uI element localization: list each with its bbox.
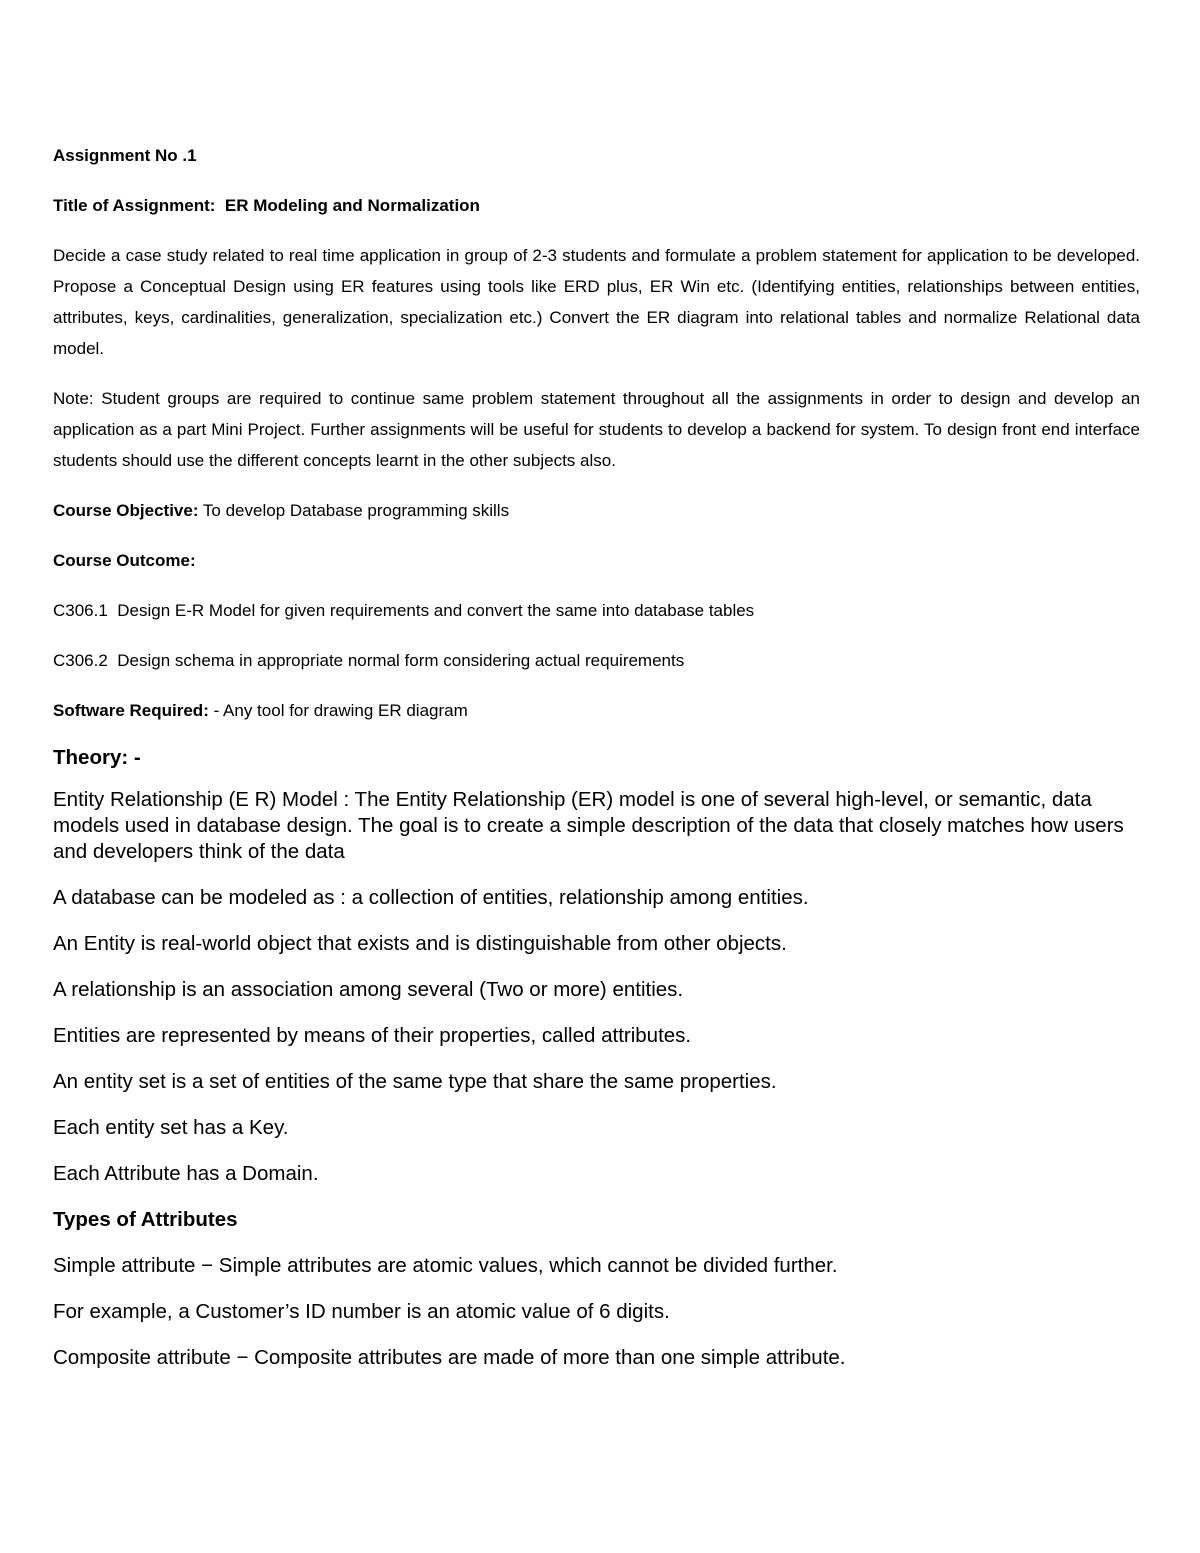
attribute-type-paragraph: Composite attribute − Composite attributes are made of more than one simple attribute.	[53, 1346, 846, 1369]
theory-paragraph: A database can be modeled as : a collection of entities, relationship among entities.	[53, 886, 809, 909]
attribute-type-paragraph: For example, a Customer’s ID number is an atomic value of 6 digits.	[53, 1300, 670, 1323]
course-outcome-item	[53, 595, 1140, 626]
theory-paragraph: An Entity is real-world object that exists and is distinguishable from other objects.	[53, 932, 787, 955]
course-objective-value: To develop Database programming skills	[202, 501, 510, 520]
course-objective	[53, 495, 1140, 526]
course-outcome-label: Course Outcome:	[53, 551, 196, 570]
outcome-code: C306.1	[53, 601, 108, 620]
outcome-text: Design E-R Model for given requirements and convert the same into database tables	[117, 601, 755, 620]
theory-paragraph: A relationship is an association among several (Two or more) entities.	[53, 978, 684, 1001]
assignment-title-label: Title of Assignment:	[53, 196, 216, 215]
assignment-number: Assignment No .1	[53, 146, 197, 165]
software-required-label: Software Required:	[53, 701, 209, 720]
theory-paragraph: Entity Relationship (E R) Model : The Entity Relationship (ER) model is one of several high-level, or semantic, data models used in database design. The goal is to create a simple description of the data that closely matches how users and developers think of the data	[53, 788, 1124, 863]
theory-paragraph: Each Attribute has a Domain.	[53, 1162, 319, 1185]
course-objective-label: Course Objective:	[53, 501, 199, 520]
software-required	[53, 695, 1140, 726]
software-required-value: - Any tool for drawing ER diagram	[213, 701, 468, 720]
problem-statement: Decide a case study related to real time application in group of 2-3 students and formulate a problem statement for application to be developed. Propose a Conceptual Design using ER features using tools like ERD plus, ER Win etc. (Identifying entities, relationships between entities, attributes, keys, cardinalities, generalization, specialization etc.) Convert the ER diagram into relational tables and normalize Relational data model.	[53, 246, 1140, 358]
course-outcome-item	[53, 645, 1140, 676]
assignment-title-value: ER Modeling and Normalization	[224, 196, 480, 215]
theory-paragraph: Each entity set has a Key.	[53, 1116, 289, 1139]
attribute-type-paragraph: Simple attribute − Simple attributes are atomic values, which cannot be divided further.	[53, 1254, 838, 1277]
outcome-text: Design schema in appropriate normal form considering actual requirements	[117, 651, 685, 670]
theory-paragraph: An entity set is a set of entities of the same type that share the same properties.	[53, 1070, 777, 1093]
theory-heading: Theory: -	[53, 746, 141, 769]
types-of-attributes-heading: Types of Attributes	[53, 1208, 238, 1231]
document-page	[53, 140, 1140, 1391]
theory-paragraph: Entities are represented by means of their properties, called attributes.	[53, 1024, 692, 1047]
assignment-title	[53, 190, 1140, 221]
outcome-code: C306.2	[53, 651, 108, 670]
note-paragraph: Note: Student groups are required to continue same problem statement throughout all the assignments in order to design and develop an application as a part Mini Project. Further assignments will be useful for students to develop a backend for system. To design front end interface students should use the different concepts learnt in the other subjects also.	[53, 389, 1140, 470]
